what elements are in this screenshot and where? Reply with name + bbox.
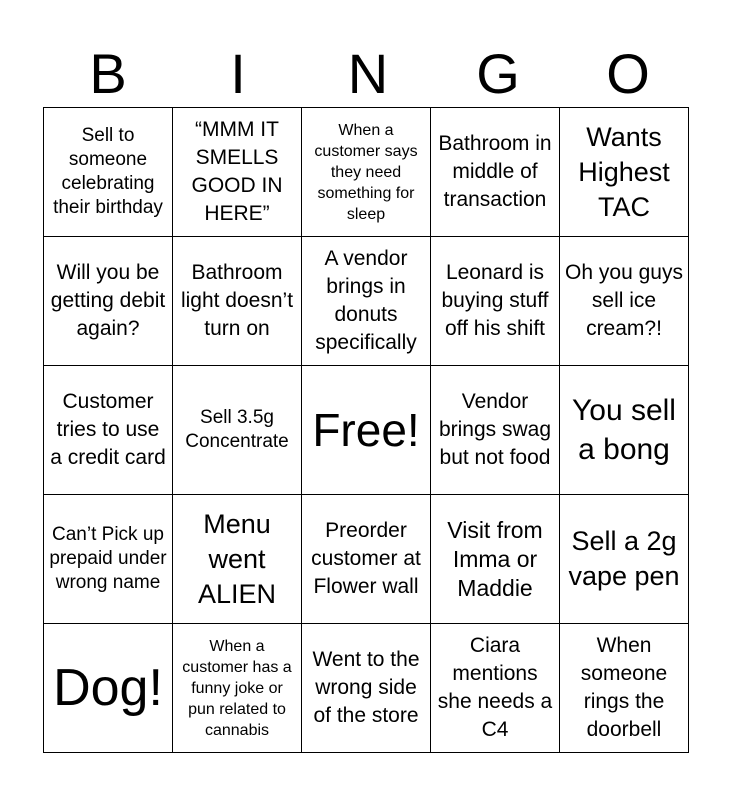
cell-text: Leonard is buying stuff off his shift [441, 261, 549, 340]
bingo-cell-r3c1[interactable] [44, 366, 173, 495]
bingo-cell-r5c5[interactable] [560, 624, 689, 753]
board-row-2 [44, 237, 689, 366]
board-row-1 [44, 108, 689, 237]
cell-text: Sell 3.5g Concentrate [185, 407, 289, 452]
board-row-4 [44, 495, 689, 624]
cell-text: You sell a bong [572, 394, 676, 466]
bingo-cell-r5c3[interactable] [302, 624, 431, 753]
bingo-cell-r2c3[interactable] [302, 237, 431, 366]
bingo-cell-r3c5[interactable] [560, 366, 689, 495]
cell-text: Will you be getting debit again? [50, 261, 166, 340]
cell-text: Menu went ALIEN [197, 508, 277, 609]
board-row-5 [44, 624, 689, 753]
cell-text: Visit from Imma or Maddie [447, 516, 543, 601]
cell-text: Ciara mentions she needs a C4 [437, 634, 553, 741]
board-row-3 [44, 366, 689, 495]
bingo-cell-r3c4[interactable] [431, 366, 560, 495]
bingo-cell-r5c1[interactable] [44, 624, 173, 753]
bingo-cell-r1c5[interactable] [560, 108, 689, 237]
header-letter-n: N [347, 42, 389, 105]
cell-text: Sell a 2g vape pen [568, 526, 680, 591]
cell-text: Sell to someone celebrating their birthday [53, 125, 163, 218]
bingo-cell-r4c3[interactable] [302, 495, 431, 624]
cell-text: Bathroom light doesn’t turn on [180, 261, 294, 340]
cell-text: “MMM IT SMELLS GOOD IN HERE” [191, 118, 283, 225]
bingo-cell-r2c5[interactable] [560, 237, 689, 366]
cell-text: A vendor brings in donuts specifically [315, 247, 417, 354]
cell-text: Vendor brings swag but not food [438, 390, 552, 469]
free-space-text: Free! [312, 404, 420, 456]
bingo-cell-r2c1[interactable] [44, 237, 173, 366]
header-letter-o: O [606, 42, 650, 105]
header-letter-g: G [476, 42, 520, 105]
cell-text: When someone rings the doorbell [580, 634, 668, 741]
cell-text: Oh you guys sell ice cream?! [565, 261, 683, 340]
cell-text: Can’t Pick up prepaid under wrong name [49, 524, 167, 593]
cell-text: Dog! [53, 659, 163, 717]
cell-text: When a customer has a funny joke or pun related to cannabis [182, 637, 292, 739]
cell-text: Preorder customer at Flower wall [311, 519, 421, 598]
bingo-board [43, 107, 689, 753]
bingo-cell-r2c4[interactable] [431, 237, 560, 366]
bingo-cell-r1c4[interactable] [431, 108, 560, 237]
cell-text: Customer tries to use a credit card [50, 390, 166, 469]
bingo-cell-r2c2[interactable] [173, 237, 302, 366]
bingo-header [43, 40, 693, 108]
header-letter-i: I [230, 42, 246, 105]
cell-text: Went to the wrong side of the store [312, 648, 420, 727]
bingo-cell-r4c2[interactable] [173, 495, 302, 624]
header-letter-b: B [89, 42, 127, 105]
bingo-cell-r1c1[interactable] [44, 108, 173, 237]
cell-text: When a customer says they need something for sleep [314, 121, 418, 223]
bingo-cell-r3c2[interactable] [173, 366, 302, 495]
bingo-cell-r1c3[interactable] [302, 108, 431, 237]
bingo-cell-r5c4[interactable] [431, 624, 560, 753]
bingo-cell-r5c2[interactable] [173, 624, 302, 753]
cell-text: Bathroom in middle of transaction [438, 132, 552, 211]
bingo-cell-r4c4[interactable] [431, 495, 560, 624]
bingo-cell-r4c1[interactable] [44, 495, 173, 624]
bingo-cell-r1c2[interactable] [173, 108, 302, 237]
bingo-cell-free[interactable] [302, 366, 431, 495]
cell-text: Wants Highest TAC [578, 121, 670, 222]
bingo-cell-r4c5[interactable] [560, 495, 689, 624]
